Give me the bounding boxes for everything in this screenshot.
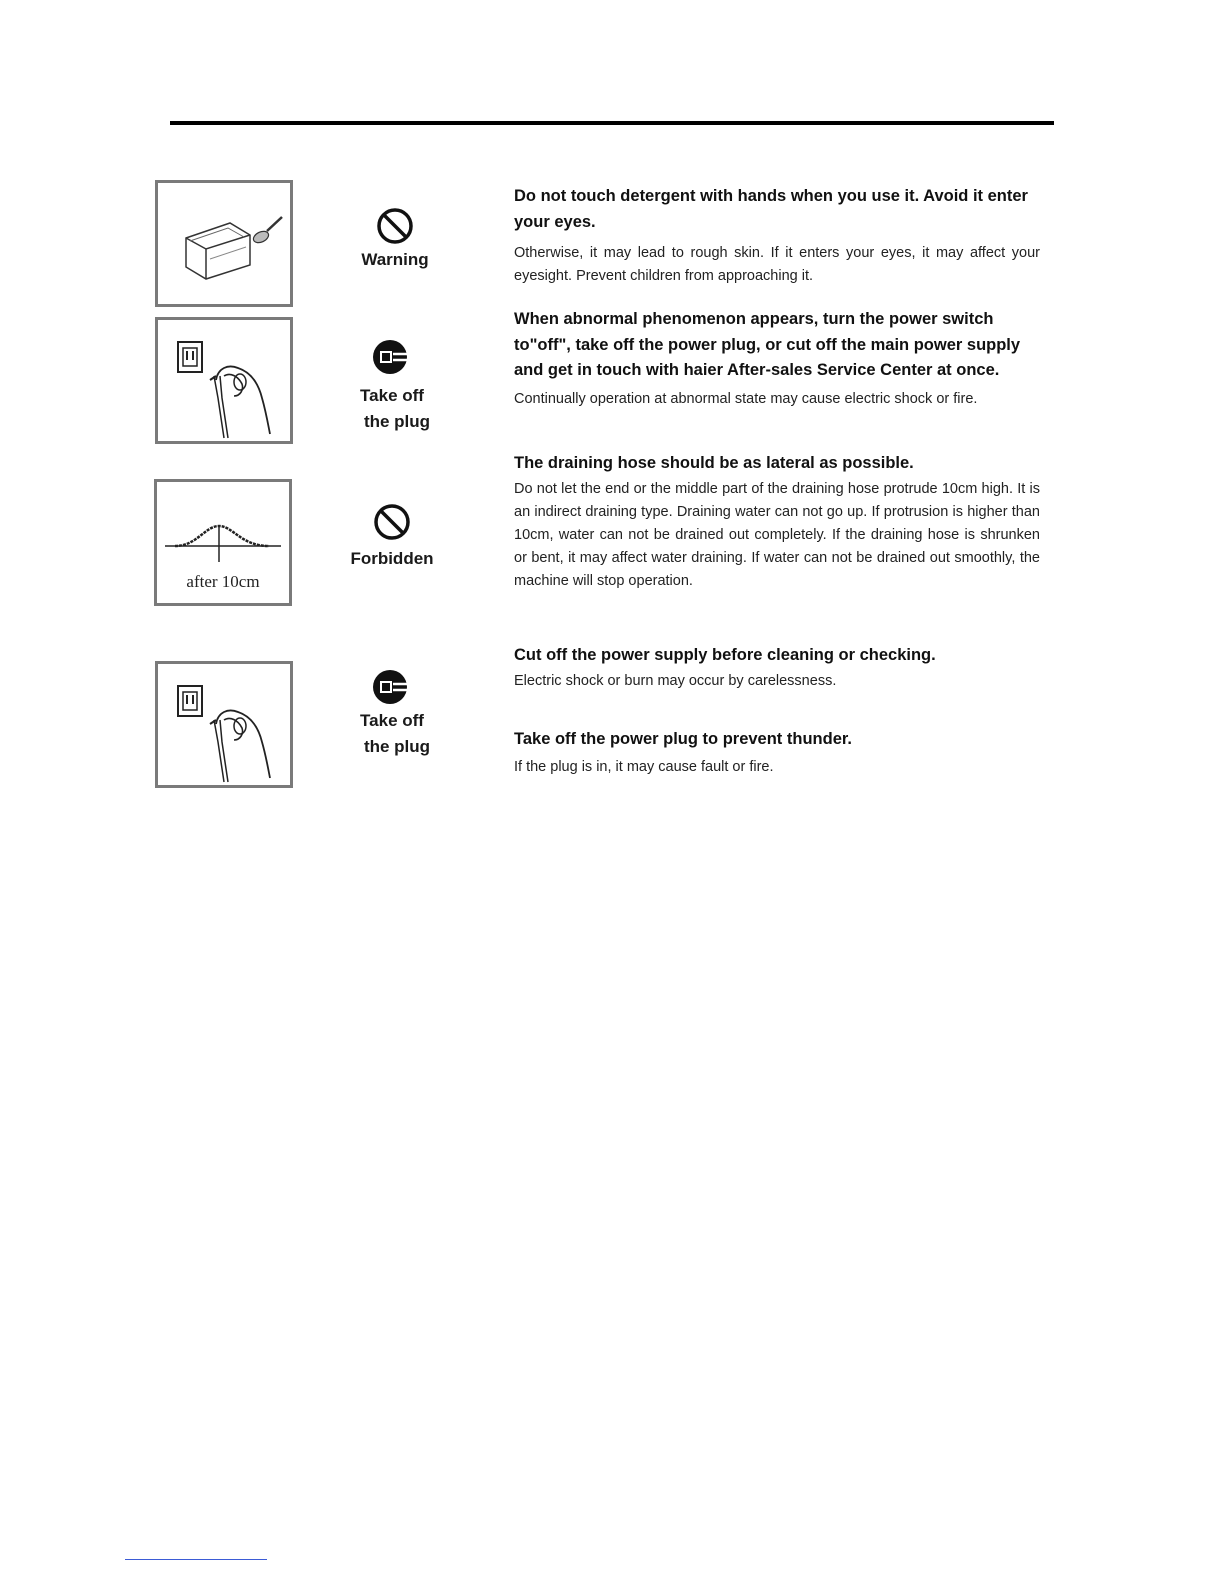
- unplug-symbol-2: [332, 667, 452, 760]
- hand-unplugging-icon: [158, 664, 290, 785]
- section-heading: Cut off the power supply before cleaning or checking.: [514, 646, 936, 664]
- unplug-label-line2: the plug: [363, 412, 431, 431]
- section-body: Do not let the end or the middle part of the draining hose protrude 10cm high. It is an indirect draining type. Draining water can not go up. If protrusion is higher than 10cm, water can not be drained out completely. If the draining hose is shrunken or bent, it may affect water draining. If water can not be drained out smoothly, the machine will stop operation.: [514, 480, 1040, 589]
- warning-symbol: [335, 207, 455, 273]
- section-heading: The draining hose should be as lateral as possible.: [514, 454, 914, 472]
- section-detergent: [514, 184, 1040, 288]
- unplug-symbol-1: [332, 337, 452, 435]
- drain-hose-height-icon: [157, 482, 289, 603]
- unplug-label-line1: Take off: [360, 386, 424, 405]
- unplug-label: [332, 708, 452, 760]
- figure-caption: after 10cm: [186, 572, 260, 591]
- warning-label: Warning: [361, 250, 429, 269]
- section-heading: When abnormal phenomenon appears, turn the power switch to"off", take off the power plug, or cut off the main power supply and get in touch with haier After-sales Service Center at once.: [514, 310, 1021, 379]
- unplug-label-line2: the plug: [363, 737, 431, 756]
- section-body: Otherwise, it may lead to rough skin. If it enters your eyes, it may affect your eyesight. Prevent children from approaching it.: [514, 245, 1040, 284]
- footer-link-underline: [125, 1559, 267, 1560]
- section-heading: Do not touch detergent with hands when you use it. Avoid it enter your eyes.: [514, 187, 1028, 231]
- forbidden-label: Forbidden: [350, 549, 434, 568]
- unplug-illustration-2: [155, 661, 293, 788]
- section-draining: [514, 451, 1040, 593]
- hand-unplugging-icon: [158, 320, 290, 441]
- unplug-label: [332, 383, 452, 435]
- section-body: Electric shock or burn may occur by carelessness.: [514, 672, 837, 689]
- section-heading-thunder: Take off the power plug to prevent thunder.: [514, 729, 852, 748]
- unplug-illustration: [155, 317, 293, 444]
- unplug-icon: [371, 337, 413, 377]
- section-cleaning: [514, 643, 1040, 779]
- forbidden-symbol: [332, 503, 452, 572]
- prohibition-icon: [376, 207, 414, 245]
- section-abnormal: [514, 307, 1040, 411]
- unplug-icon: [371, 667, 413, 707]
- drain-hose-illustration: [154, 479, 292, 606]
- header-rule: [170, 121, 1054, 125]
- prohibition-icon: [373, 503, 411, 541]
- detergent-illustration: [155, 180, 293, 307]
- detergent-box-spoon-icon: [158, 183, 290, 304]
- section-body-thunder: If the plug is in, it may cause fault or fire.: [514, 759, 774, 775]
- section-body: Continually operation at abnormal state may cause electric shock or fire.: [514, 390, 978, 407]
- unplug-label-line1: Take off: [360, 711, 424, 730]
